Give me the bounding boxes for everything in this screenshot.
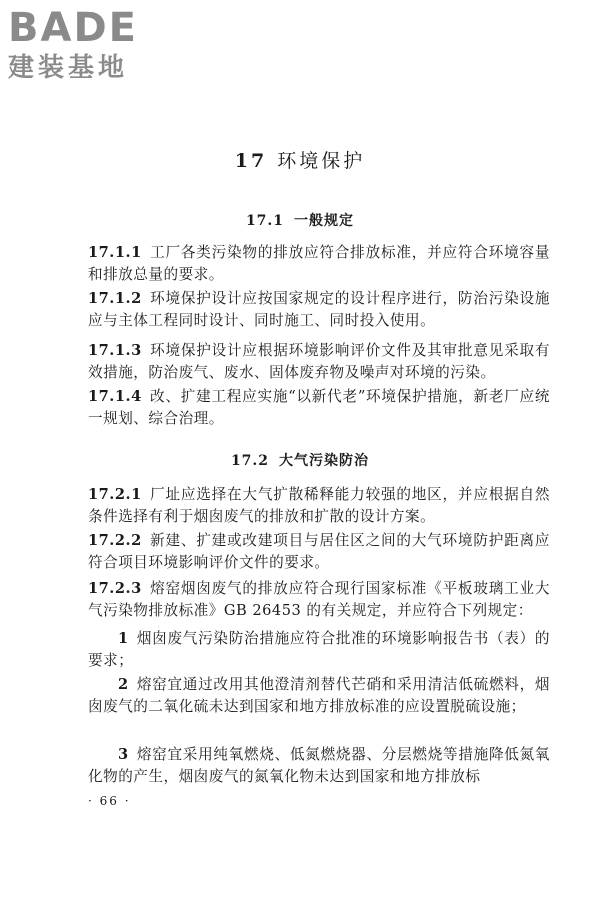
clause-number: 17.2.3 (88, 580, 142, 597)
logo-brand: BADE (8, 5, 138, 51)
section-number: 17.2 (230, 453, 270, 469)
bade-logo (8, 6, 178, 84)
logo-subtitle: 建装基地 (8, 53, 129, 83)
clause-text: 工厂各类污染物的排放应符合排放标准，并应符合环境容量和排放总量的要求。 (88, 244, 550, 283)
clause-text: 熔窑烟囱废气的排放应符合现行国家标准《平板玻璃工业大气污染物排放标准》GB 26453 的有关规定，并应符合下列规定： (88, 580, 550, 619)
clause-text: 新建、扩建或改建项目与居住区之间的大气环境防护距离应符合项目环境影响评价文件的要求。 (88, 532, 550, 571)
clause-number: 17.1.3 (88, 342, 142, 359)
section-title-text: 大气污染防治 (279, 453, 370, 469)
clause-17-1-1 (88, 242, 550, 286)
item-text: 熔窑宜采用纯氧燃烧、低氮燃烧器、分层燃烧等措施降低氮氧化物的产生，烟囱废气的氮氧化物未达到国家和地方排放标 (88, 746, 550, 785)
clause-number: 17.2.2 (88, 532, 142, 549)
chapter-title (0, 146, 600, 173)
clause-number: 17.1.4 (88, 388, 142, 405)
clause-17-1-2 (88, 288, 550, 332)
item-text: 烟囱废气污染防治措施应符合批准的环境影响报告书（表）的要求； (88, 630, 550, 669)
item-3 (88, 744, 550, 788)
clause-17-2-3 (88, 578, 550, 622)
clause-text: 厂址应选择在大气扩散稀释能力较强的地区，并应根据自然条件选择有利于烟囱废气的排放和扩散的设计方案。 (88, 486, 550, 525)
section-title-text: 一般规定 (294, 213, 355, 229)
section-number: 17.1 (245, 213, 285, 229)
clause-17-2-2 (88, 530, 550, 574)
chapter-number: 17 (234, 150, 268, 172)
item-number: 3 (118, 746, 129, 763)
clause-17-2-1 (88, 484, 550, 528)
item-2 (88, 674, 550, 718)
clause-17-1-4 (88, 386, 550, 430)
clause-text: 环境保护设计应按国家规定的设计程序进行，防治污染设施应与主体工程同时设计、同时施工、同时投入使用。 (88, 290, 550, 329)
section-title-17-1 (0, 210, 600, 230)
item-number: 2 (118, 676, 129, 693)
clause-number: 17.2.1 (88, 486, 142, 503)
page-number: · 66 · (88, 794, 131, 808)
section-title-17-2 (0, 450, 600, 470)
item-number: 1 (118, 630, 129, 647)
clause-number: 17.1.1 (88, 244, 142, 261)
item-text: 熔窑宜通过改用其他澄清剂替代芒硝和采用清洁低硫燃料，烟囱废气的二氧化硫未达到国家和地方排放标准的应设置脱硫设施； (88, 676, 550, 715)
clause-text: 环境保护设计应根据环境影响评价文件及其审批意见采取有效措施，防治废气、废水、固体废弃物及噪声对环境的污染。 (88, 342, 550, 381)
clause-number: 17.1.2 (88, 290, 142, 307)
item-1 (88, 628, 550, 672)
chapter-title-text: 环境保护 (277, 150, 366, 172)
clause-17-1-3 (88, 340, 550, 384)
clause-text: 改、扩建工程应实施“以新代老”环境保护措施，新老厂应统一规划、综合治理。 (88, 388, 550, 427)
